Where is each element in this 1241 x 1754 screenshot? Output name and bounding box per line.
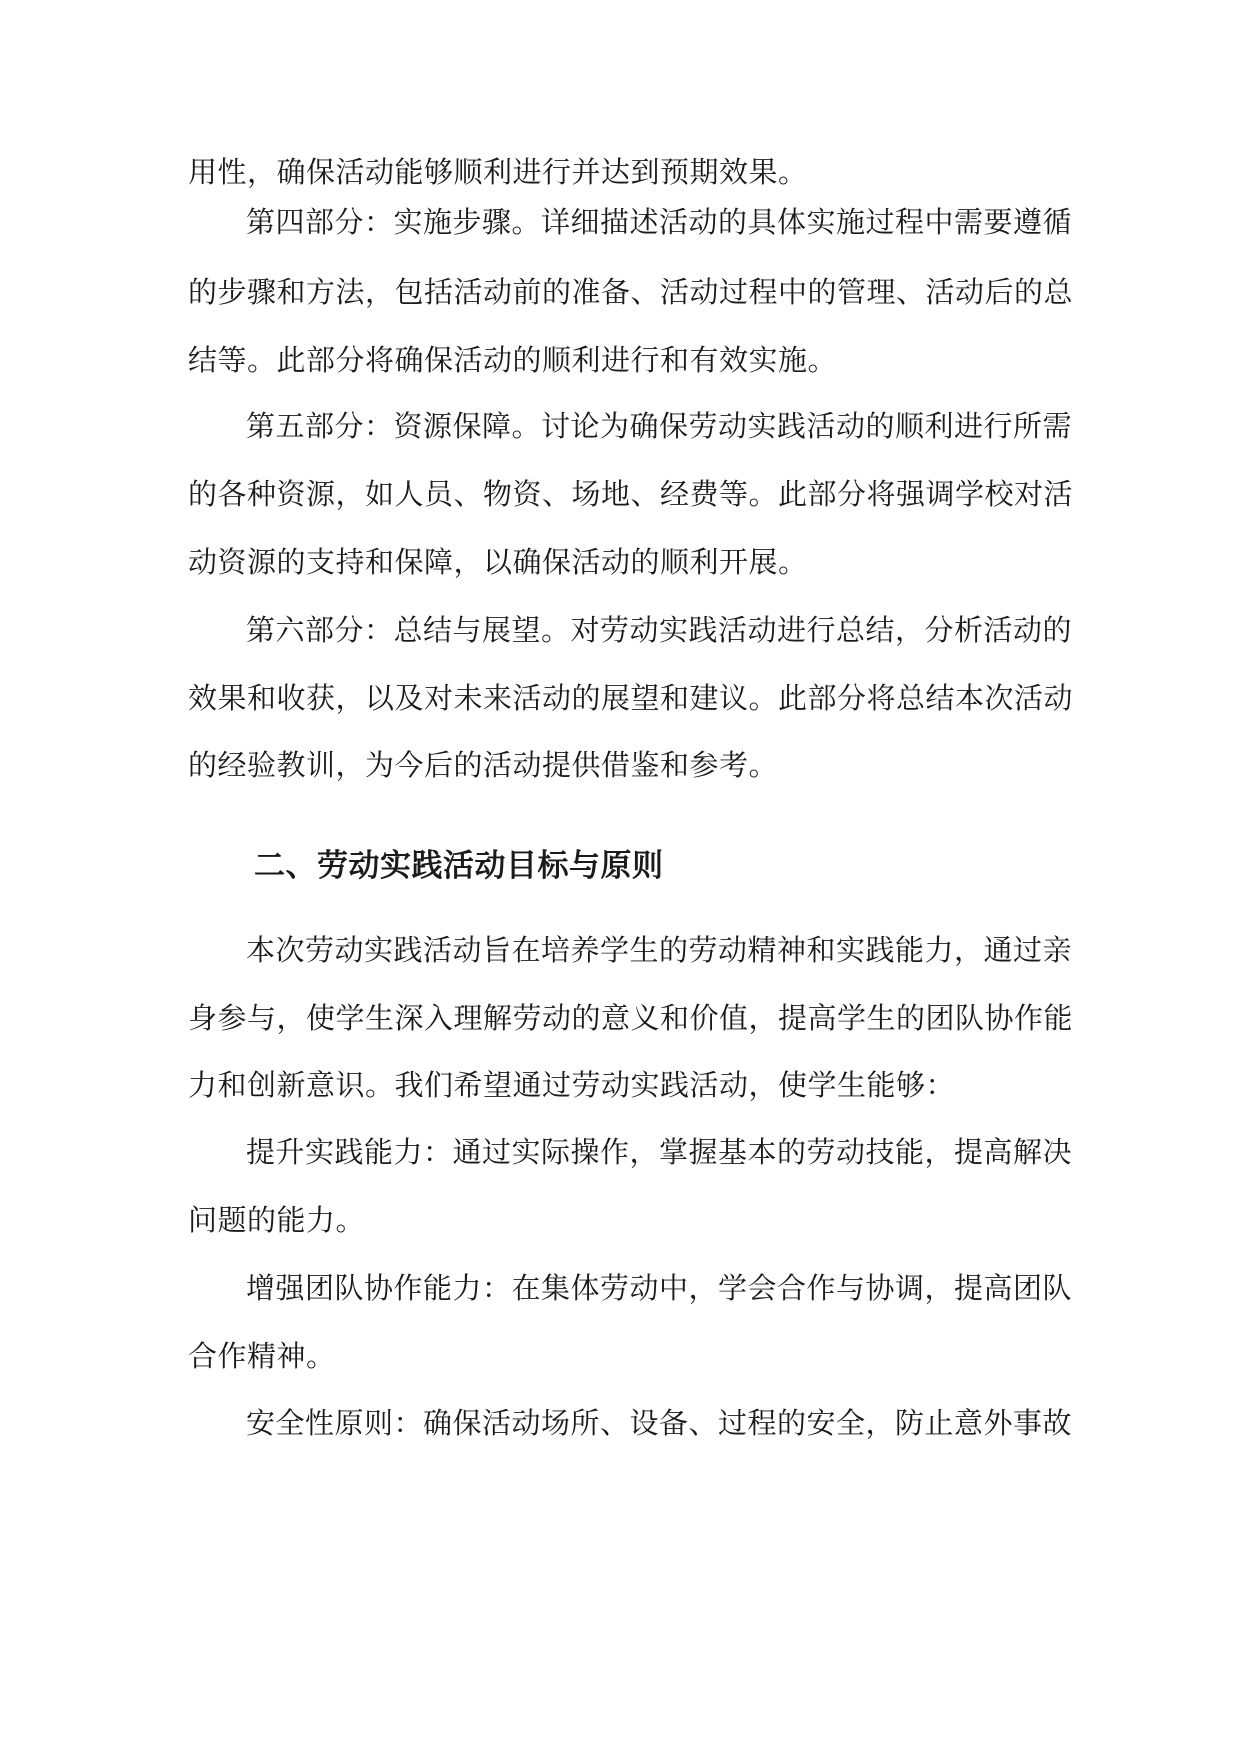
- paragraph-line: 用性，确保活动能够顺利进行并达到预期效果。: [188, 155, 808, 189]
- section-heading: 二、劳动实践活动目标与原则: [254, 848, 664, 884]
- paragraph-line: 的步骤和方法，包括活动前的准备、活动过程中的管理、活动后的总: [188, 275, 1074, 309]
- paragraph-line: 问题的能力。: [188, 1203, 366, 1237]
- paragraph-line: 第五部分：资源保障。讨论为确保劳动实践活动的顺利进行所需: [246, 409, 1073, 443]
- paragraph-line: 效果和收获，以及对未来活动的展望和建议。此部分将总结本次活动: [188, 681, 1074, 715]
- paragraph-line: 第六部分：总结与展望。对劳动实践活动进行总结，分析活动的: [246, 613, 1073, 647]
- paragraph-line: 动资源的支持和保障，以确保活动的顺利开展。: [188, 545, 808, 579]
- paragraph-line: 本次劳动实践活动旨在培养学生的劳动精神和实践能力，通过亲: [246, 933, 1073, 967]
- paragraph-line: 提升实践能力：通过实际操作，掌握基本的劳动技能，提高解决: [246, 1135, 1073, 1169]
- paragraph-line: 身参与，使学生深入理解劳动的意义和价值，提高学生的团队协作能: [188, 1001, 1074, 1035]
- paragraph-line: 的各种资源，如人员、物资、场地、经费等。此部分将强调学校对活: [188, 477, 1074, 511]
- paragraph-line: 合作精神。: [188, 1339, 336, 1373]
- paragraph-line: 增强团队协作能力：在集体劳动中，学会合作与协调，提高团队: [246, 1271, 1073, 1305]
- paragraph-line: 结等。此部分将确保活动的顺利进行和有效实施。: [188, 343, 838, 377]
- paragraph-line: 的经验教训，为今后的活动提供借鉴和参考。: [188, 748, 779, 782]
- paragraph-line: 第四部分：实施步骤。详细描述活动的具体实施过程中需要遵循: [246, 205, 1073, 239]
- paragraph-line: 安全性原则：确保活动场所、设备、过程的安全，防止意外事故: [246, 1406, 1073, 1440]
- paragraph-line: 力和创新意识。我们希望通过劳动实践活动，使学生能够：: [188, 1068, 956, 1102]
